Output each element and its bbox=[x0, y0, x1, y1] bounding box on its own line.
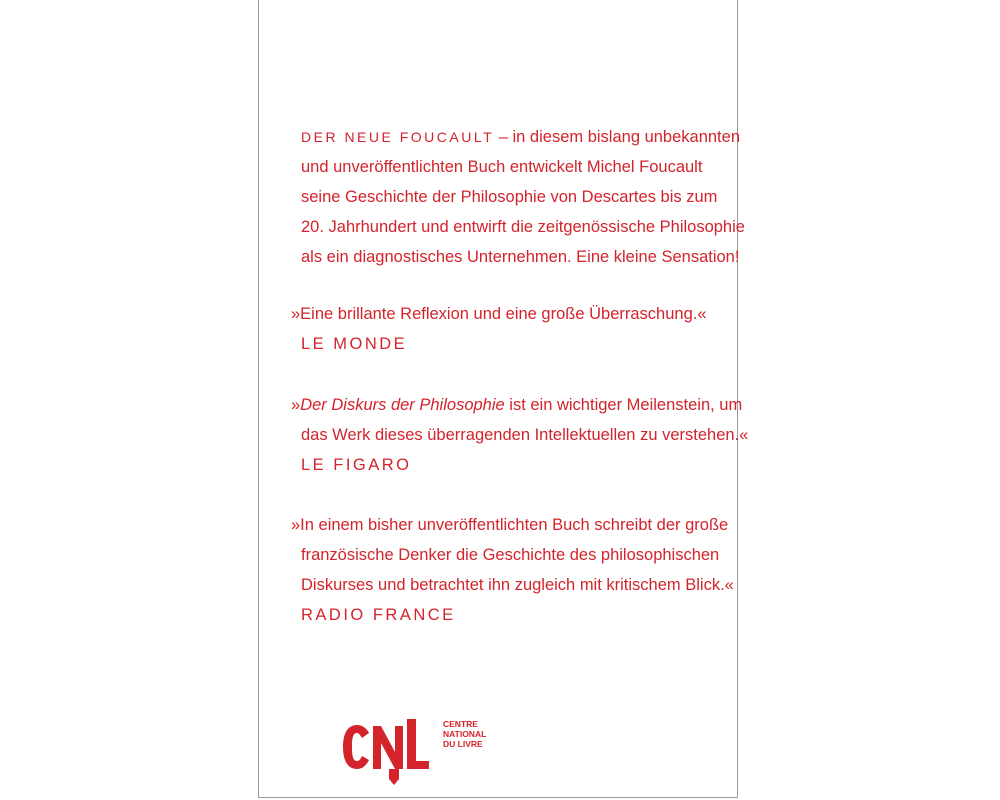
quote-radio-france-line-1: »In einem bisher unveröffentlichten Buch schreibt der große bbox=[291, 516, 729, 534]
blurb-line-1-rest: – in diesem bislang unbekannten bbox=[494, 128, 740, 146]
blurb-line-5: als ein diagnostisches Unternehmen. Eine kleine Sensation! bbox=[301, 248, 740, 266]
quote-le-figaro-line-1 bbox=[291, 390, 743, 420]
cnl-logo-text-line-1: CENTRE bbox=[443, 719, 478, 729]
quote-radio-france-line-2: französische Denker die Geschichte des philosophischen bbox=[301, 546, 720, 564]
blurb-line-1 bbox=[291, 122, 740, 152]
blurb-lead: DER NEUE FOUCAULT bbox=[301, 129, 495, 145]
cnl-logo bbox=[339, 705, 499, 785]
quote-le-figaro-book-title: Der Diskurs der Philosophie bbox=[300, 396, 505, 414]
blurb-line-4: 20. Jahrhundert und entwirft die zeitgenössische Philosophie bbox=[301, 218, 745, 236]
cnl-logo-letters bbox=[339, 719, 439, 785]
cnl-logo-text-line-3: DU LIVRE bbox=[443, 739, 483, 749]
back-cover-page bbox=[258, 0, 749, 798]
quote-le-monde-line-1: »Eine brillante Reflexion und eine große Überraschung.« bbox=[291, 305, 707, 323]
quote-le-figaro-line-2: das Werk dieses überragenden Intellektuellen zu verstehen.« bbox=[301, 426, 749, 444]
cnl-logo-text-line-2: NATIONAL bbox=[443, 729, 487, 739]
quote-source-radio-france: RADIO FRANCE bbox=[301, 606, 456, 624]
blurb-line-3: seine Geschichte der Philosophie von Descartes bis zum bbox=[301, 188, 718, 206]
quote-le-monde bbox=[291, 299, 731, 359]
quote-le-figaro-open-mark: » bbox=[291, 396, 301, 414]
cnl-logo-text bbox=[443, 719, 486, 749]
quote-radio-france-line-3: Diskurses und betrachtet ihn zugleich mit kritischem Blick.« bbox=[301, 576, 734, 594]
quote-source-le-figaro: LE FIGARO bbox=[301, 456, 412, 474]
quote-le-figaro-line-1-rest: ist ein wichtiger Meilenstein, um bbox=[504, 396, 743, 414]
back-cover-text bbox=[291, 122, 749, 630]
quote-radio-france bbox=[291, 510, 734, 630]
blurb-line-2: und unveröffentlichten Buch entwickelt Michel Foucault bbox=[301, 158, 703, 176]
quote-le-figaro bbox=[291, 390, 749, 480]
quote-source-le-monde: LE MONDE bbox=[301, 335, 408, 353]
